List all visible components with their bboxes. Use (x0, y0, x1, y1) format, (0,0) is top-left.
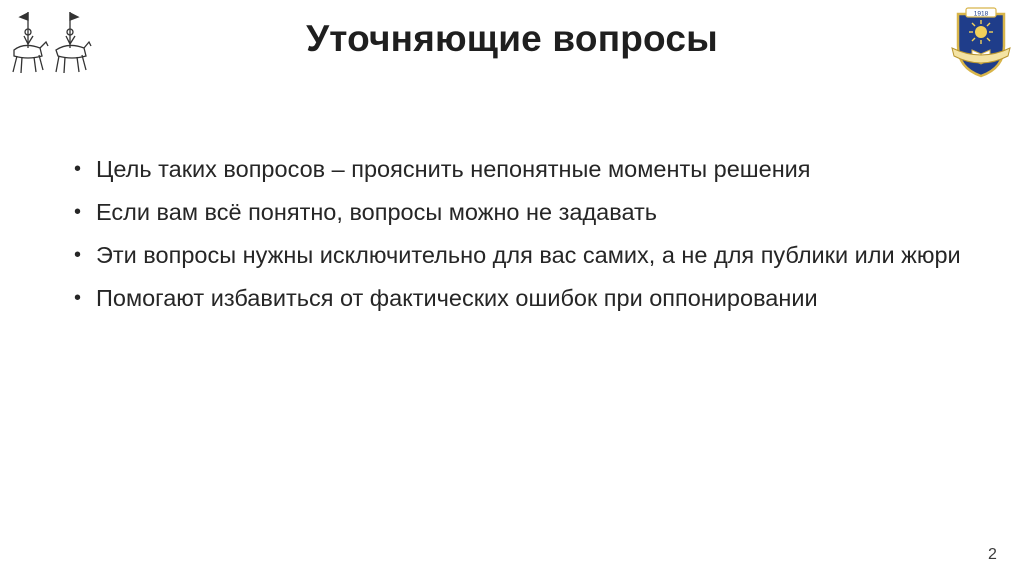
bullet-text: Помогают избавиться от фактических ошибок при оппонировании (96, 285, 818, 311)
page-number: 2 (988, 546, 997, 563)
bullet-text: Цель таких вопросов – прояснить непонятные моменты решения (96, 156, 811, 182)
bullet-list (72, 154, 972, 326)
bullet-item (72, 283, 972, 314)
page-title: Уточняющие вопросы (306, 18, 718, 59)
bullet-item (72, 197, 972, 228)
bullet-item (72, 240, 972, 271)
bullet-text: Эти вопросы нужны исключительно для вас самих, а не для публики или жюри (96, 242, 961, 268)
bullet-marker: • (74, 287, 82, 309)
crest-year: 1918 (973, 10, 989, 18)
bullet-marker: • (74, 201, 82, 223)
bullet-marker: • (74, 158, 82, 180)
university-crest-icon (950, 6, 1012, 78)
bullet-item (72, 154, 972, 185)
bullet-marker: • (74, 244, 82, 266)
bullet-text: Если вам всё понятно, вопросы можно не задавать (96, 199, 658, 225)
